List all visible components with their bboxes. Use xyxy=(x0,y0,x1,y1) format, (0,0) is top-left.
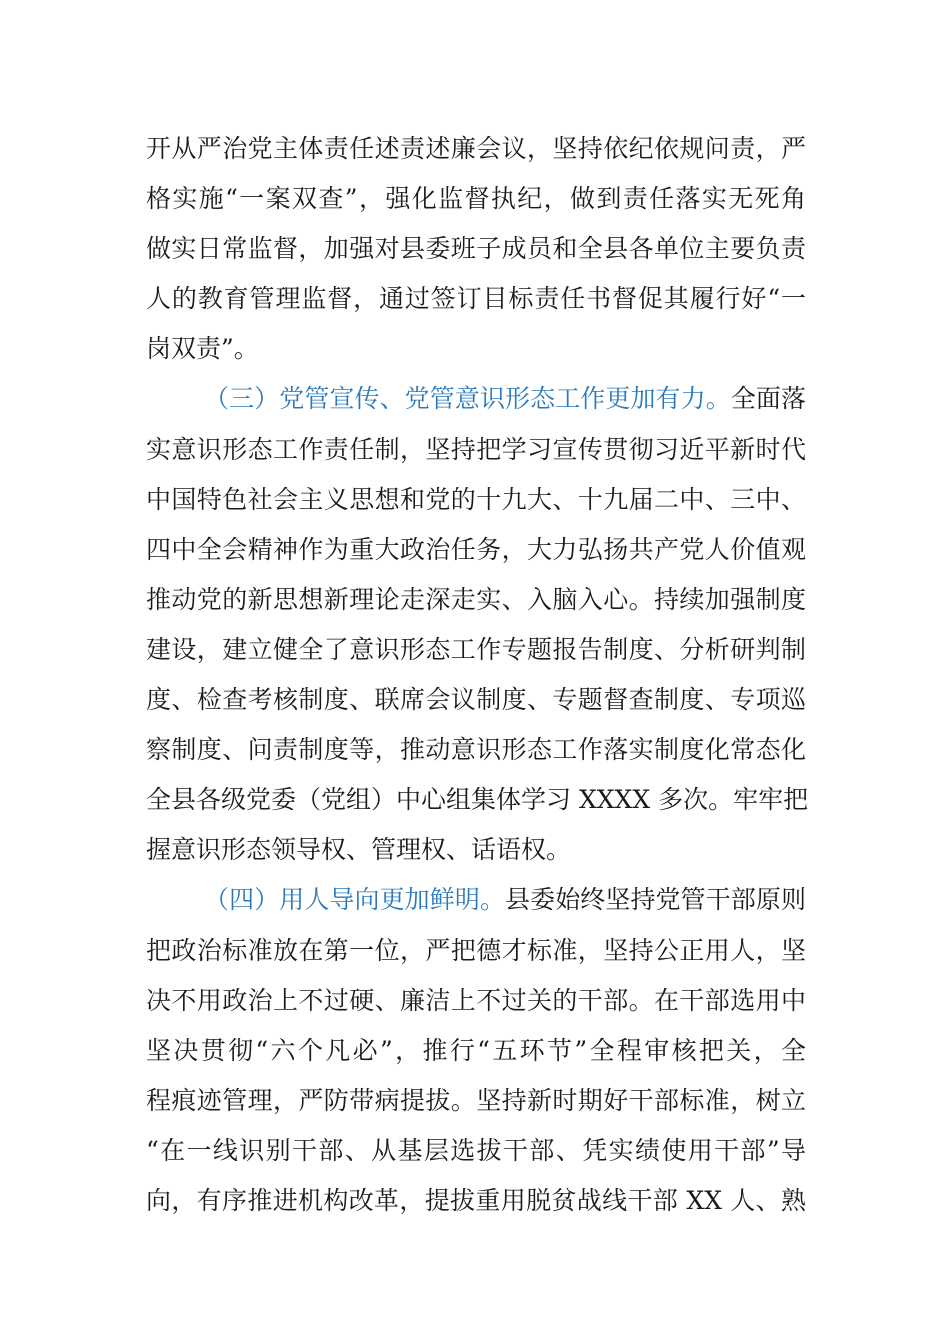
body-text xyxy=(146,124,809,1226)
line-text: “在一线识别干部、从基层选拔干部、凭实绩使用干部”导 xyxy=(146,1135,806,1165)
line-text: 全面落 xyxy=(730,384,806,414)
text-line xyxy=(146,425,806,475)
text-line xyxy=(146,775,809,825)
text-line xyxy=(146,625,806,675)
text-line xyxy=(146,324,806,374)
line-text: 建设，建立健全了意识形态工作专题报告制度、分析研判制 xyxy=(146,634,806,664)
line-text: 中国特色社会主义思想和党的十九大、十九届二中、三中、 xyxy=(146,484,806,514)
line-text: 县委始终坚持党管干部原则 xyxy=(505,885,806,915)
line-text: 度、检查考核制度、联席会议制度、专题督查制度、专项巡 xyxy=(146,685,806,715)
line-text: 实意识形态工作责任制，坚持把学习宣传贯彻习近平新时代 xyxy=(146,434,806,464)
line-text: 人的教育管理监督，通过签订目标责任书督促其履行好“一 xyxy=(146,284,806,314)
line-text: 向，有序推进机构改革，提拔重用脱贫战线干部 XX 人、熟 xyxy=(146,1185,806,1215)
line-text: 察制度、问责制度等，推动意识形态工作落实制度化常态化 xyxy=(146,735,806,765)
section-heading: （四）用人导向更加鲜明。 xyxy=(204,885,506,915)
text-line xyxy=(146,224,806,274)
line-text: 开从严治党主体责任述责述廉会议，坚持依纪依规问责，严 xyxy=(146,134,806,163)
text-line xyxy=(146,374,806,424)
text-line xyxy=(146,1026,806,1076)
line-text: 全县各级党委（党组）中心组集体学习 XXXX 多次。牢牢把 xyxy=(146,785,809,815)
line-text: 坚决贯彻“六个凡必”，推行“五环节”全程审核把关，全 xyxy=(146,1035,806,1065)
text-line xyxy=(146,926,806,976)
line-text: 推动党的新思想新理论走深走实、入脑入心。持续加强制度 xyxy=(146,584,806,614)
text-line xyxy=(146,174,806,224)
text-line xyxy=(146,575,806,625)
text-line xyxy=(146,1076,806,1126)
text-line xyxy=(146,1176,806,1226)
text-line xyxy=(146,1126,806,1176)
text-line xyxy=(146,675,806,725)
line-text: 把政治标准放在第一位，严把德才标准，坚持公正用人，坚 xyxy=(146,935,806,965)
line-text: 决不用政治上不过硬、廉洁上不过关的干部。在干部选用中 xyxy=(146,985,806,1015)
text-line xyxy=(146,475,806,525)
line-text: 程痕迹管理，严防带病提拔。坚持新时期好干部标准，树立 xyxy=(146,1085,806,1115)
text-line xyxy=(146,124,806,174)
line-text: 做实日常监督，加强对县委班子成员和全县各单位主要负责 xyxy=(146,234,806,264)
text-line xyxy=(146,725,806,775)
text-line xyxy=(146,274,806,324)
text-line xyxy=(146,825,806,875)
text-line xyxy=(146,976,806,1026)
section-heading: （三）党管宣传、党管意识形态工作更加有力。 xyxy=(204,384,731,414)
line-text: 握意识形态领导权、管理权、话语权。 xyxy=(146,835,572,865)
line-text: 岗双责”。 xyxy=(146,334,259,364)
line-text: 格实施“一案双查”，强化监督执纪，做到责任落实无死角 xyxy=(146,184,806,214)
text-line xyxy=(146,525,806,575)
text-line xyxy=(146,875,806,925)
line-text: 四中全会精神作为重大政治任务，大力弘扬共产党人价值观 xyxy=(146,534,806,564)
